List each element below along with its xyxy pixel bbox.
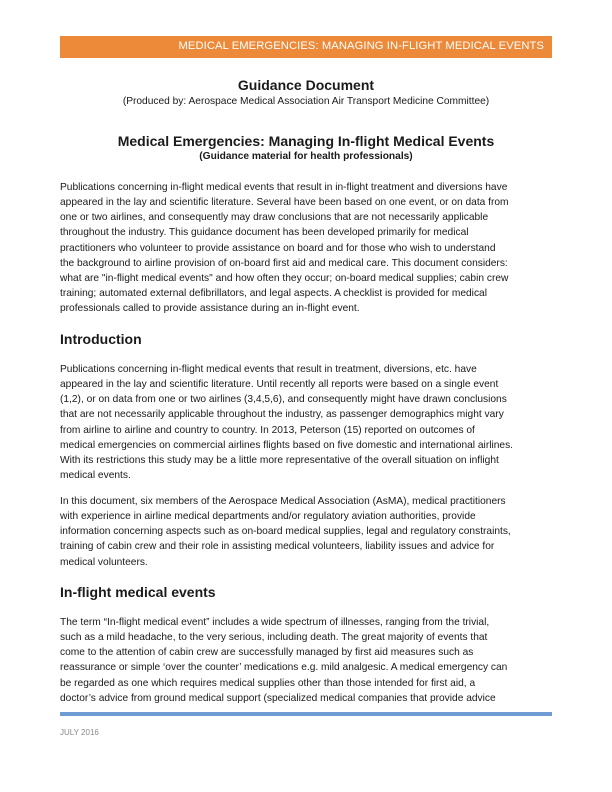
text-line: Publications concerning in-flight medical events that result in treatment, diversions, etc. have: [60, 364, 477, 375]
text-line: from airline to airline and country to country. In 2013, Peterson (15) reported on outcomes of: [60, 424, 475, 436]
text-line: Publications concerning in-flight medical events that result in in-flight treatment and diversions have: [60, 182, 508, 193]
text-line: doctor’s advice from ground medical support (specialized medical companies that provide advice: [60, 692, 496, 704]
text-line: medical volunteers.: [60, 556, 148, 568]
text-line: In this document, six members of the Aerospace Medical Association (AsMA), medical practitioners: [60, 496, 506, 507]
abstract-paragraph: [60, 180, 552, 316]
guidance-title: Guidance Document: [237, 77, 375, 93]
document-subtitle: (Guidance material for health professionals): [199, 151, 413, 162]
footer-rule: [60, 712, 552, 716]
text-line: come to the attention of cabin crew are successfully managed by first aid measures such as: [60, 647, 474, 659]
introduction-paragraph-1: [60, 362, 552, 483]
text-line: appeared in the lay and scientific literature. Several have been based on one event, or on data from: [60, 197, 509, 209]
text-line: such as a mild headache, to the very serious, including death. The great majority of events that: [60, 632, 488, 644]
text-line: what are "in-flight medical events" and how often they occur; on-board medical supplies; cabin crew: [60, 272, 509, 284]
text-line: (1,2), or on data from one or two airlines (3,4,5,6), and consequently might have drawn conclusions: [60, 394, 507, 406]
footer-date: JULY 2016: [60, 728, 99, 737]
introduction-heading: Introduction: [60, 331, 142, 347]
text-line: The term “In-flight medical event” includes a wide spectrum of illnesses, ranging from the trivial,: [60, 617, 490, 628]
text-line: information concerning aspects such as on-board medical supplies, legal and regulatory constraints,: [60, 526, 511, 538]
produced-by-line: (Produced by: Aerospace Medical Association Air Transport Medicine Committee): [122, 96, 490, 107]
text-line: with experience in airline medical departments and/or regulatory aviation authorities, provide: [60, 511, 476, 523]
text-line: throughout the industry. This guidance document has been developed primarily for medical: [60, 227, 469, 239]
text-line: medical emergencies on commercial airlines flights based on five domestic and international airlines.: [60, 439, 514, 451]
text-line: appeared in the lay and scientific literature. Until recently all reports were based on a single event: [60, 379, 499, 391]
text-line: be regarded as one which requires medical supplies other than those intended for first aid, a: [60, 677, 476, 689]
text-line: professionals called to provide assistance during an in-flight event.: [60, 303, 360, 315]
text-line: With its restrictions this study may be a little more representative of the overall situation on inflight: [60, 454, 499, 466]
document-title: Medical Emergencies: Managing In-flight Medical Events: [117, 133, 495, 149]
introduction-paragraph-2: [60, 494, 552, 570]
text-line: the background to airline provision of on-board first aid and medical care. This document considers:: [60, 257, 508, 269]
text-line: one or two airlines, and consequently may draw conclusions that are not necessarily applicable: [60, 212, 489, 224]
text-line: medical events.: [60, 470, 131, 482]
running-header-title: MEDICAL EMERGENCIES: MANAGING IN-FLIGHT MEDICAL EVENTS: [178, 40, 544, 52]
running-header-bar: [60, 36, 552, 58]
text-line: reassurance or simple ‘over the counter’ medications e.g. mild analgesic. A medical emergency can: [60, 662, 508, 674]
text-line: practitioners who volunteer to provide assistance on board and for those who wish to understand: [60, 242, 496, 254]
inflight-events-paragraph: [60, 615, 552, 706]
inflight-events-heading: In-flight medical events: [60, 584, 216, 600]
text-line: that are not necessarily applicable throughout the industry, as passenger demographics might vary: [60, 409, 504, 421]
text-line: training; automated external defibrillators, and legal aspects. A checklist is provided for medical: [60, 288, 487, 300]
text-line: training of cabin crew and their role in assisting medical volunteers, liability issues and advice for: [60, 541, 495, 553]
